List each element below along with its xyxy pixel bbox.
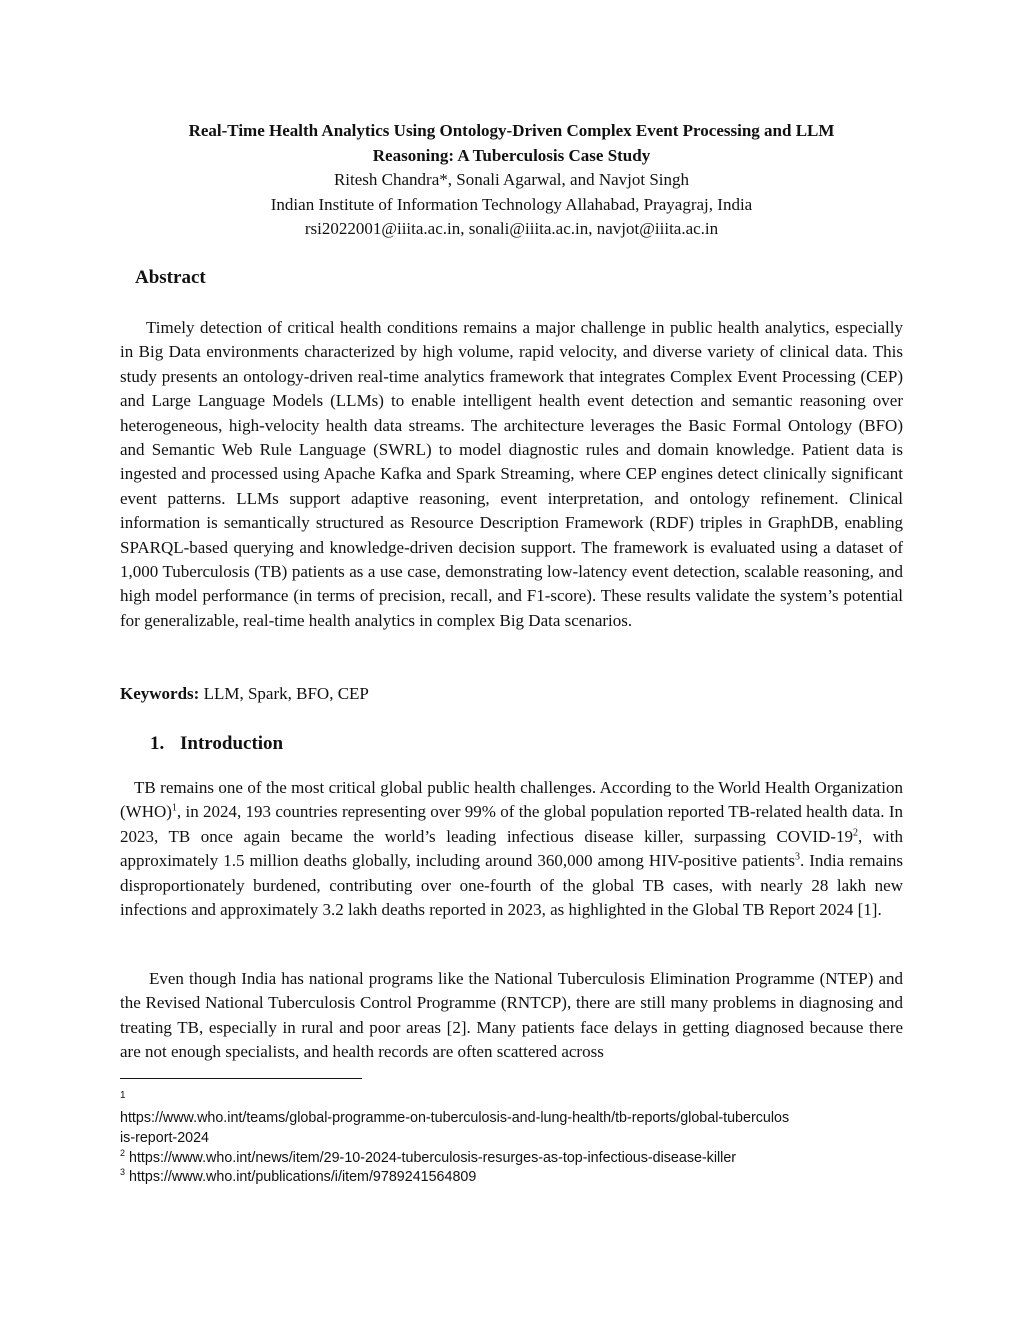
intro-p1-part-d: . India remains disproportionately burdened, contributing over one-fourth of the global TB cases, with nearly 28 lakh new infections and approximately 3.2 lakh deaths reported in 2023, as highlighted in the Global TB Report 2024 [1].: [120, 851, 903, 920]
footnote-divider: [120, 1078, 362, 1079]
footnote-ref-2[interactable]: 2: [852, 827, 858, 839]
abstract-text: Timely detection of critical health conditions remains a major challenge in public health analytics, especially in Big Data environments characterized by high volume, rapid velocity, and diverse variety of clinical data. This study presents an ontology-driven real-time analytics framework that integrates Complex Event Processing (CEP) and Large Language Models (LLMs) to enable intelligent health event detection and semantic reasoning over heterogeneous, high-velocity health data streams. The architecture leverages the Basic Formal Ontology (BFO) and Semantic Web Rule Language (SWRL) to model diagnostic rules and domain knowledge. Patient data is ingested and processed using Apache Kafka and Spark Streaming, where CEP engines detect clinically significant event patterns. LLMs support adaptive reasoning, event interpretation, and ontology refinement. Clinical information is semantically structured as Resource Description Framework (RDF) triples in GraphDB, enabling SPARQL-based querying and knowledge-driven decision support. The framework is evaluated using a dataset of 1,000 Tuberculosis (TB) patients as a use case, demonstrating low-latency event detection, scalable reasoning, and high model performance (in terms of precision, recall, and F1-score). These results validate the system’s potential for generalizable, real-time health analytics in complex Big Data scenarios.: [120, 318, 903, 630]
footnote-1-url-line-2[interactable]: is-report-2024: [120, 1130, 209, 1146]
footnote-1-url-line-1[interactable]: https://www.who.int/teams/global-programme-on-tuberculosis-and-lung-health/tb-reports/global-tuberculos: [120, 1110, 790, 1126]
keywords-line: [120, 682, 369, 706]
abstract-body: [120, 316, 903, 633]
section-number: 1.: [150, 733, 165, 754]
paper-title-line-1: Real-Time Health Analytics Using Ontology-Driven Complex Event Processing and LLM: [188, 121, 835, 140]
footnote-1-marker: 1: [120, 1090, 126, 1101]
keywords-value: LLM, Spark, BFO, CEP: [199, 684, 369, 703]
paper-title-line-2: Reasoning: A Tuberculosis Case Study: [372, 146, 651, 165]
intro-p1-part-c: , with approximately 1.5 million deaths globally, including around 360,000 among HIV-positive patients: [120, 826, 903, 871]
footnote-3-url[interactable]: https://www.who.int/publications/i/item/9789241564809: [125, 1169, 477, 1185]
footnote-3-marker: 3: [120, 1167, 126, 1178]
intro-paragraph-2: [120, 967, 903, 1065]
footnote-2: [120, 1148, 910, 1168]
footnote-2-marker: 2: [120, 1148, 126, 1159]
footnote-2-url[interactable]: https://www.who.int/news/item/29-10-2024-tuberculosis-resurges-as-top-infectious-disease-killer: [125, 1150, 737, 1166]
footnote-ref-1[interactable]: 1: [171, 802, 177, 814]
footnote-ref-3[interactable]: 3: [794, 851, 800, 863]
intro-p2-text: Even though India has national programs like the National Tuberculosis Elimination Programme (NTEP) and the Revised National Tuberculosis Control Programme (RNTCP), there are still many problems in diagnosing and treating TB, especially in rural and poor areas [2]. Many patients face delays in getting diagnosed because there are not enough specialists, and health records are often scattered across: [120, 969, 903, 1062]
intro-p1-part-b: , in 2024, 193 countries representing over 99% of the global population reported TB-related health data. In 2023, TB once again became the world’s leading infectious disease killer, surpassing COVID-19: [120, 802, 903, 846]
author-emails: rsi2022001@iiita.ac.in, sonali@iiita.ac.in, navjot@iiita.ac.in: [304, 219, 719, 238]
affiliation: Indian Institute of Information Technology Allahabad, Prayagraj, India: [270, 195, 753, 214]
intro-paragraph-1: [120, 776, 903, 922]
footnote-3: [120, 1167, 910, 1187]
author-list: Ritesh Chandra*, Sonali Agarwal, and Navjot Singh: [333, 170, 690, 189]
intro-p1-part-a: TB remains one of the most critical global public health challenges. According to the World Health Organization (WHO): [120, 778, 903, 822]
section-heading-introduction: Introduction: [180, 733, 284, 754]
keywords-label: Keywords:: [120, 684, 200, 703]
abstract-heading: Abstract: [135, 267, 206, 288]
